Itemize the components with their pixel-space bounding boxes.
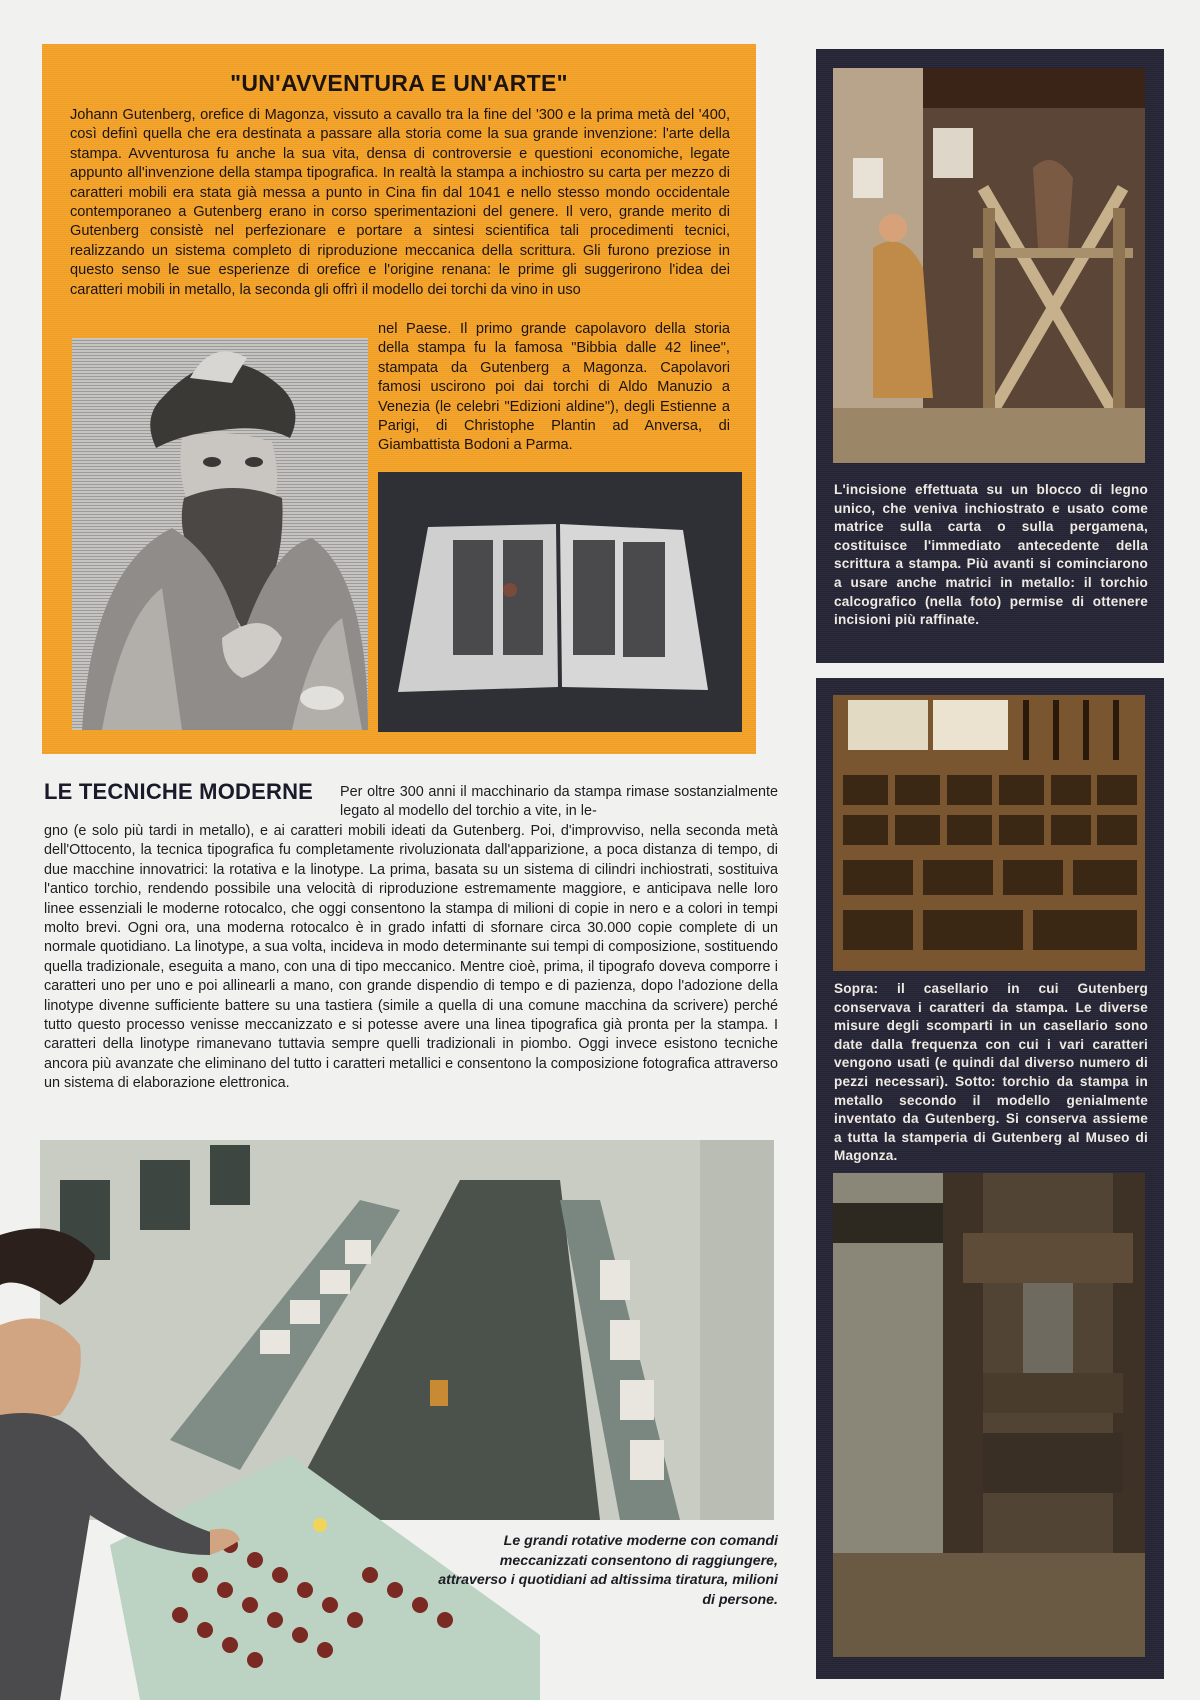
- intro-title: "UN'AVVENTURA E UN'ARTE": [230, 70, 568, 96]
- section-title: LE TECNICHE MODERNE: [44, 779, 314, 804]
- printing-workshop-photo: [833, 68, 1145, 463]
- gutenberg-portrait-image: [72, 338, 368, 730]
- type-case-drawing: [833, 695, 1145, 971]
- woodcut-panel: [816, 49, 1164, 663]
- woodcut-caption: L'incisione effettuata su un blocco di legno unico, che veniva inchiostrato e usato come matrice sulla carta o sulla pergamena, costituisce l'immediato antecedente della scrittura a stampa. Più avanti si cominciarono a usare anche matrici in metallo: il torchio calcografico (nella foto) permise di ottenere incisioni più raffinate.: [834, 482, 1148, 628]
- type-case-panel: [816, 678, 1164, 1679]
- gutenberg-bible-image: [378, 472, 742, 732]
- intro-box: [42, 44, 756, 754]
- gutenberg-engraving-drawing: [72, 338, 368, 730]
- modern-paragraph: gno (e solo più tardi in metallo), e ai caratteri mobili ideati da Gutenberg. Poi, d'improvviso, nella seconda metà dell'Ottocento, la tecnica tipografica fu completamente rivoluzionata dall'apparizione, a poca distanza di tempo, di due macchine innovatrici: la rotativa e la linotype. La prima, basata su un sistema di cilindri inchiostrati, sostituiva l'antico torchio, rendendo possibile una velocità di riproduzione estremamente maggiore, e anticipava nelle loro linee essenziali le moderne rotocalco, che oggi consentono la stampa di milioni di copie in nero e a colori in tempi molto brevi. Ogni ora, una moderna rotocalco è in grado infatti di sfornare circa 30.000 copie complete di un normale quotidiano. La linotype, a sua volta, incideva in modo determinante sui tempi di composizione, sostituendo quella tradizionale, eseguita a mano, con una di tipo meccanico. Mentre cioè, prima, il tipografo doveva comporre i caratteri uno per uno e poi allinearli a mano, con grande dispendio di tempo e di pazienza, dopo l'adozione della linotype divenne sufficiente battere su una tastiera (simile a quella di una comune macchina da scrivere) perché tutto questo processo venisse meccanizzato e si potesse avere una linea tipografica già pronta per la stampa. I caratteri della linotype rimanevano tuttavia sempre quelli tradizionali in piombo. Oggi invece esistono tecniche ancora più avanzate che eliminano del tutto i caratteri metallici e consentono la composizione fotografica attraverso un sistema di elaborazione elettronica.: [44, 823, 778, 1092]
- type-case-caption: Sopra: il casellario in cui Gutenberg conservava i caratteri da stampa. Le diverse misure degli scomparti in un casellario sono date dalla frequenza con cui i vari caratteri vengono usati (e quindi dal diverso numero di pezzi necessari). Sotto: torchio da stampa in metallo secondo il modello genialmente inventato da Gutenberg. Si conserva assieme a tutta la stamperia di Gutenberg al Museo di Magonza.: [834, 981, 1148, 1164]
- modern-paragraph-lead: Per oltre 300 anni il macchinario da stampa rimase sostanzialmente legato al modello del torchio a vite, in le-: [340, 784, 778, 820]
- metal-press-drawing: [833, 1173, 1145, 1657]
- operator-at-console-drawing: [0, 1215, 540, 1700]
- intro-paragraph: Johann Gutenberg, orefice di Magonza, vissuto a cavallo tra la fine del '300 e la prima metà del '400, così definì quella che era destinata a passare alla storia come la sua grande invenzione: l'arte della stampa. Avventurosa fu anche la sua vita, densa di controversie e questioni economiche, legate appunto all'invenzione della stampa tipografica. In realtà la stampa a inchiostro su carta per mezzo di caratteri mobili era stata già messa a punto in Cina fin dal 1041 e nello stesso mondo occidentale contemporaneo a Gutenberg erano in corso sperimentazioni del genere. Il vero, grande merito di Gutenberg consistè nel perfezionare e portare a sintesi scientifica tali procedimenti tecnici, realizzando un sistema completo di riproduzione meccanica della scrittura. Gli furono preziose in questo senso le sue esperienze di orefice e l'origine renana: le prime gli suggerirono l'idea dei caratteri mobili in metallo, la seconda gli offrì il modello dei torchi da vino in uso: [70, 107, 730, 298]
- operator-control-panel-photo: [0, 1215, 540, 1700]
- type-case-photo: [833, 695, 1145, 971]
- woodcut-press-scene-drawing: [833, 68, 1145, 463]
- metal-press-photo: [833, 1173, 1145, 1657]
- rotative-caption: Le grandi rotative moderne con comandi meccanizzati consentono di raggiungere, attraverso i quotidiani ad altissima tiratura, milioni di persone.: [438, 1533, 778, 1608]
- open-book-drawing: [378, 472, 742, 732]
- intro-paragraph-continued: nel Paese. Il primo grande capolavoro della storia della stampa fu la famosa "Bibbia dalle 42 linee", stampata da Gutenberg a Magonza. Capolavori famosi uscirono poi dai torchi di Aldo Manuzio a Venezia (le celebri "Edizioni aldine"), degli Estienne a Parigi, di Christophe Plantin ad Anversa, di Giambattista Bodoni a Parma.: [378, 321, 730, 454]
